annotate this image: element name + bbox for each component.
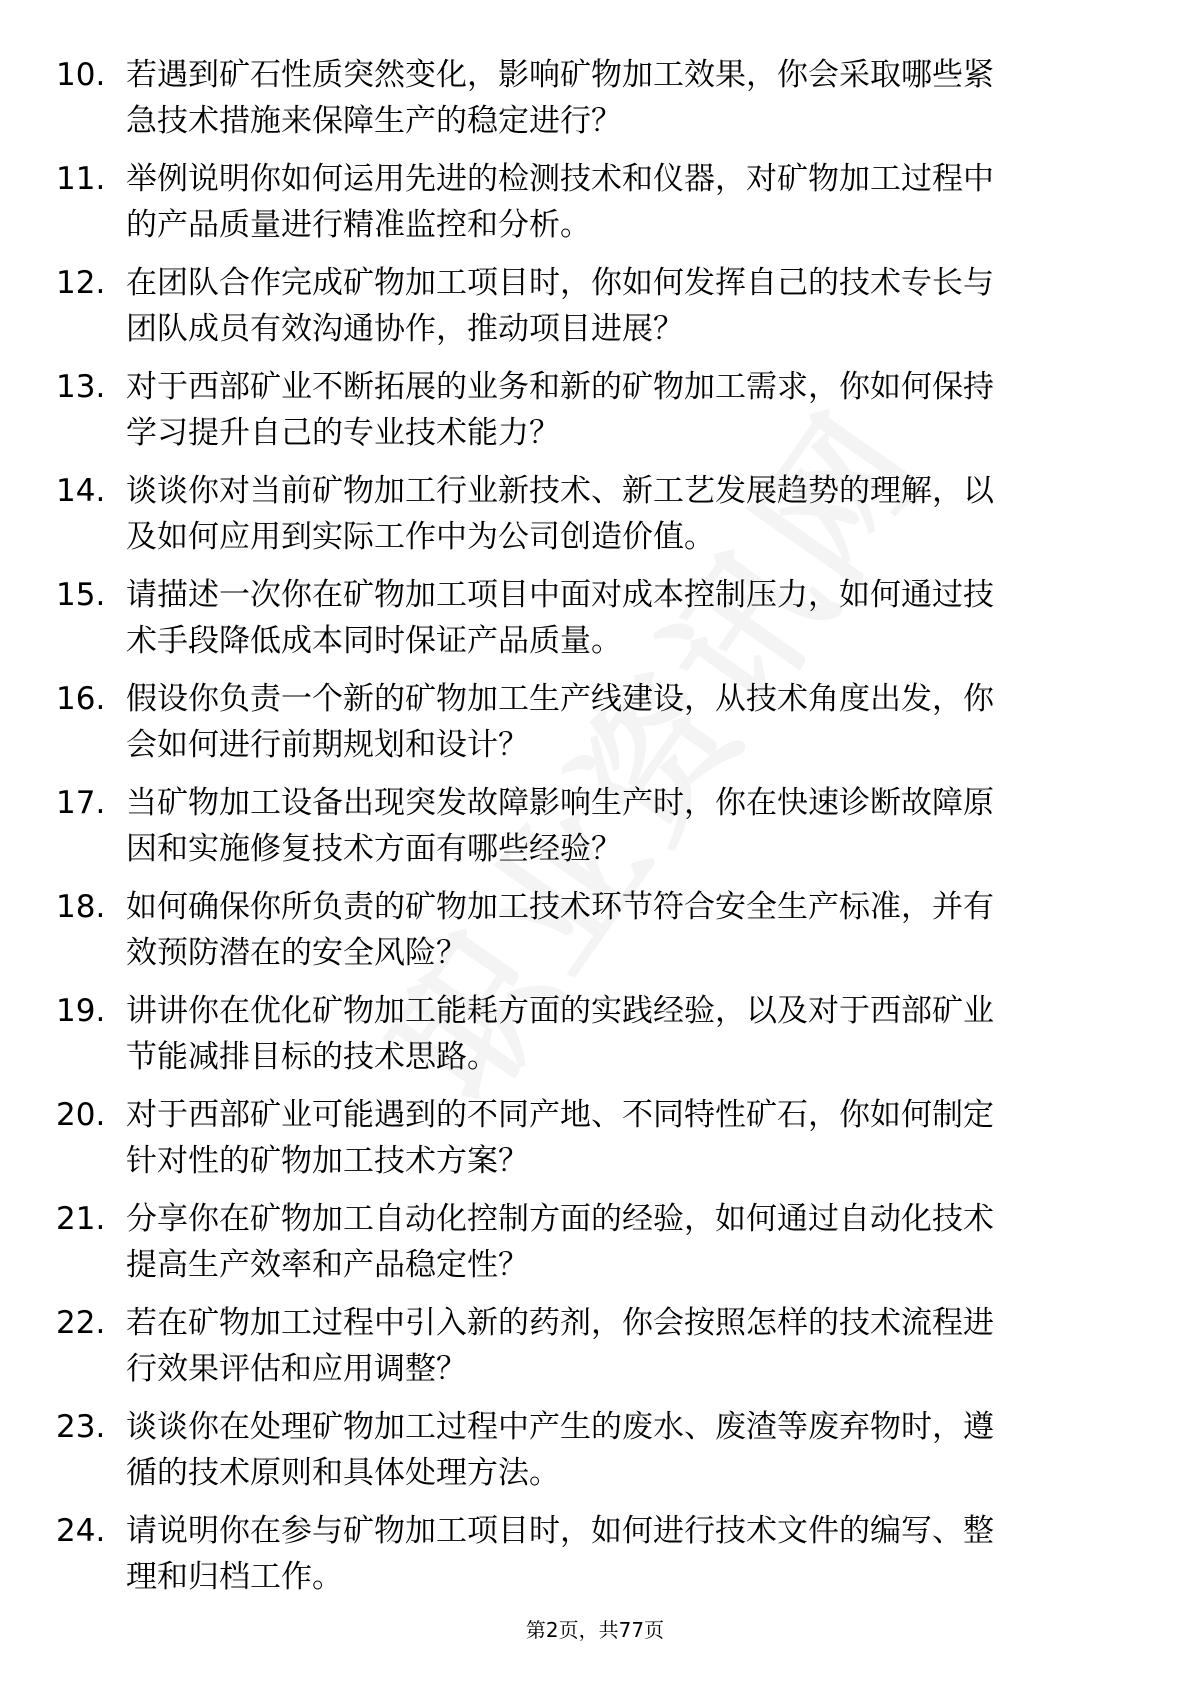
question-line: 行效果评估和应用调整？ xyxy=(126,1351,467,1387)
question-line: 对于西部矿业不断拓展的业务和新的矿物加工需求，你如何保持 xyxy=(126,369,994,405)
question-text xyxy=(126,364,1166,456)
question-line: 节能减排目标的技术思路。 xyxy=(126,1039,498,1075)
question-text xyxy=(126,780,1166,872)
question-line: 请描述一次你在矿物加工项目中面对成本控制压力，如何通过技 xyxy=(126,577,994,613)
question-number: 22. xyxy=(56,1305,106,1341)
question-item xyxy=(56,780,1106,884)
question-number: 16. xyxy=(56,681,106,717)
question-number: 10. xyxy=(56,57,106,93)
question-item xyxy=(56,1508,1106,1612)
question-text xyxy=(126,1092,1166,1184)
page-footer xyxy=(0,1616,1190,1644)
question-text xyxy=(126,572,1166,664)
question-line: 对于西部矿业可能遇到的不同产地、不同特性矿石，你如何制定 xyxy=(126,1097,994,1133)
question-item xyxy=(56,468,1106,572)
question-line: 急技术措施来保障生产的稳定进行？ xyxy=(126,103,622,139)
question-item xyxy=(56,52,1106,156)
question-line: 团队成员有效沟通协作，推动项目进展？ xyxy=(126,311,684,347)
question-text xyxy=(126,1300,1166,1392)
question-text xyxy=(126,988,1166,1080)
question-item xyxy=(56,1300,1106,1404)
page-number: 第2页，共77页 xyxy=(525,1618,665,1642)
question-line: 因和实施修复技术方面有哪些经验？ xyxy=(126,831,622,867)
question-line: 谈谈你在处理矿物加工过程中产生的废水、废渣等废弃物时，遵 xyxy=(126,1409,994,1445)
question-line: 及如何应用到实际工作中为公司创造价值。 xyxy=(126,519,715,555)
question-number: 12. xyxy=(56,265,106,301)
question-line: 循的技术原则和具体处理方法。 xyxy=(126,1455,560,1491)
question-line: 若遇到矿石性质突然变化，影响矿物加工效果，你会采取哪些紧 xyxy=(126,57,994,93)
question-number: 20. xyxy=(56,1097,106,1133)
question-text xyxy=(126,676,1166,768)
question-item xyxy=(56,364,1106,468)
question-text xyxy=(126,1404,1166,1496)
question-line: 会如何进行前期规划和设计？ xyxy=(126,727,529,763)
question-line: 如何确保你所负责的矿物加工技术环节符合安全生产标准，并有 xyxy=(126,889,994,925)
question-line: 理和归档工作。 xyxy=(126,1559,343,1595)
question-line: 效预防潜在的安全风险？ xyxy=(126,935,467,971)
question-line: 举例说明你如何运用先进的检测技术和仪器，对矿物加工过程中 xyxy=(126,161,994,197)
question-item xyxy=(56,884,1106,988)
question-text xyxy=(126,884,1166,976)
question-number: 17. xyxy=(56,785,106,821)
question-line: 学习提升自己的专业技术能力？ xyxy=(126,415,560,451)
question-text xyxy=(126,52,1166,144)
question-line: 分享你在矿物加工自动化控制方面的经验，如何通过自动化技术 xyxy=(126,1201,994,1237)
question-item xyxy=(56,988,1106,1092)
question-text xyxy=(126,468,1166,560)
question-number: 18. xyxy=(56,889,106,925)
question-item xyxy=(56,1196,1106,1300)
question-text xyxy=(126,156,1166,248)
question-line: 讲讲你在优化矿物加工能耗方面的实践经验，以及对于西部矿业 xyxy=(126,993,994,1029)
question-number: 14. xyxy=(56,473,106,509)
question-list xyxy=(56,52,1106,1612)
question-line: 提高生产效率和产品稳定性？ xyxy=(126,1247,529,1283)
question-line: 若在矿物加工过程中引入新的药剂，你会按照怎样的技术流程进 xyxy=(126,1305,994,1341)
question-number: 11. xyxy=(56,161,106,197)
question-number: 15. xyxy=(56,577,106,613)
question-item xyxy=(56,156,1106,260)
question-line: 当矿物加工设备出现突发故障影响生产时，你在快速诊断故障原 xyxy=(126,785,994,821)
question-line: 术手段降低成本同时保证产品质量。 xyxy=(126,623,622,659)
question-number: 13. xyxy=(56,369,106,405)
question-item xyxy=(56,1092,1106,1196)
question-line: 的产品质量进行精准监控和分析。 xyxy=(126,207,591,243)
question-item xyxy=(56,572,1106,676)
question-line: 假设你负责一个新的矿物加工生产线建设，从技术角度出发，你 xyxy=(126,681,994,717)
question-number: 19. xyxy=(56,993,106,1029)
question-line: 在团队合作完成矿物加工项目时，你如何发挥自己的技术专长与 xyxy=(126,265,994,301)
question-text xyxy=(126,1196,1166,1288)
question-item xyxy=(56,260,1106,364)
question-text xyxy=(126,260,1166,352)
question-item xyxy=(56,676,1106,780)
question-item xyxy=(56,1404,1106,1508)
question-number: 24. xyxy=(56,1513,106,1549)
question-number: 23. xyxy=(56,1409,106,1445)
question-text xyxy=(126,1508,1166,1600)
question-line: 谈谈你对当前矿物加工行业新技术、新工艺发展趋势的理解，以 xyxy=(126,473,994,509)
question-number: 21. xyxy=(56,1201,106,1237)
question-line: 请说明你在参与矿物加工项目时，如何进行技术文件的编写、整 xyxy=(126,1513,994,1549)
question-line: 针对性的矿物加工技术方案？ xyxy=(126,1143,529,1179)
